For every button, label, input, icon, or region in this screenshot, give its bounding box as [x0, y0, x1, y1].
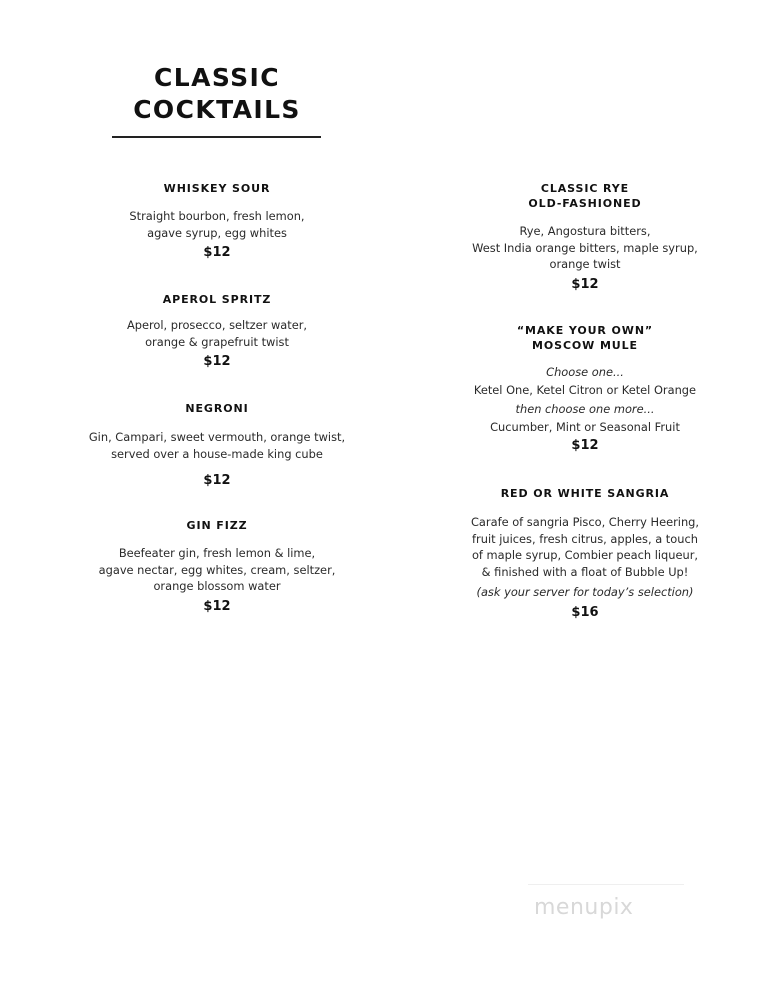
menu-title-line-1: CLASSIC [154, 63, 280, 92]
title-underline-divider [112, 136, 321, 138]
item-price: $12 [203, 245, 231, 261]
item-name: APEROL SPRITZ [162, 293, 272, 306]
item-name-line: OLD-FASHIONED [528, 197, 642, 210]
desc-line: then choose one more... [515, 401, 655, 416]
item-name [432, 323, 738, 353]
item-name: NEGRONI [185, 402, 249, 415]
desc-line: orange blossom water [153, 579, 281, 594]
desc-line: Cucumber, Mint or Seasonal Fruit [490, 419, 680, 434]
item-description [432, 514, 738, 601]
item-name [432, 181, 738, 211]
item-price: $12 [203, 354, 231, 370]
item-price: $12 [203, 473, 231, 489]
menu-item-aperol-spritz [62, 292, 372, 371]
item-price: $16 [571, 604, 599, 620]
item-name-line: MOSCOW MULE [532, 339, 638, 352]
desc-line: served over a house-made king cube [111, 446, 323, 461]
menu-item-whiskey-sour [62, 181, 372, 262]
menu-item-gin-fizz [62, 518, 372, 616]
item-name: WHISKEY SOUR [163, 182, 271, 195]
menu-item-moscow-mule [432, 323, 738, 455]
item-description [62, 208, 372, 241]
item-price: $12 [203, 598, 231, 614]
desc-line: agave nectar, egg whites, cream, seltzer, [98, 562, 336, 577]
menu-title [112, 62, 322, 126]
desc-line: & finished with a float of Bubble Up! [481, 564, 689, 579]
desc-line: orange twist [549, 257, 621, 272]
item-price: $12 [571, 276, 599, 292]
desc-line: Choose one... [546, 365, 624, 379]
item-name-line: CLASSIC RYE [540, 182, 630, 195]
desc-line: Straight bourbon, fresh lemon, [129, 209, 305, 223]
item-description [432, 363, 738, 436]
menupix-watermark: menupix [534, 895, 634, 920]
desc-line: of maple syrup, Combier peach liqueur, [471, 548, 699, 563]
item-name: RED OR WHITE SANGRIA [500, 487, 670, 500]
desc-line: fruit juices, fresh citrus, apples, a touch [472, 531, 698, 546]
watermark-divider [528, 884, 684, 885]
item-name-line: “MAKE YOUR OWN” [516, 324, 654, 337]
menu-title-line-2: COCKTAILS [133, 95, 301, 124]
desc-line: orange & grapefruit twist [145, 334, 289, 349]
item-description [62, 317, 372, 350]
desc-line: Rye, Angostura bitters, [519, 224, 651, 238]
desc-line: Beefeater gin, fresh lemon & lime, [118, 546, 316, 560]
desc-line: Aperol, prosecco, seltzer water, [126, 318, 308, 332]
item-price: $12 [571, 438, 599, 454]
desc-line: (ask your server for today’s selection) [476, 585, 694, 600]
desc-line: Gin, Campari, sweet vermouth, orange twist, [88, 430, 346, 444]
desc-line: West India orange bitters, maple syrup, [472, 240, 698, 255]
menu-item-negroni [62, 401, 372, 490]
item-description [62, 429, 372, 462]
menu-item-classic-rye-old-fashioned [432, 181, 738, 294]
desc-line: Carafe of sangria Pisco, Cherry Heering, [470, 515, 700, 529]
item-name: GIN FIZZ [186, 519, 248, 532]
item-description [432, 223, 738, 273]
desc-line: Ketel One, Ketel Citron or Ketel Orange [473, 383, 697, 398]
desc-line: agave syrup, egg whites [147, 225, 287, 240]
menu-item-sangria [432, 486, 738, 622]
item-description [62, 545, 372, 595]
